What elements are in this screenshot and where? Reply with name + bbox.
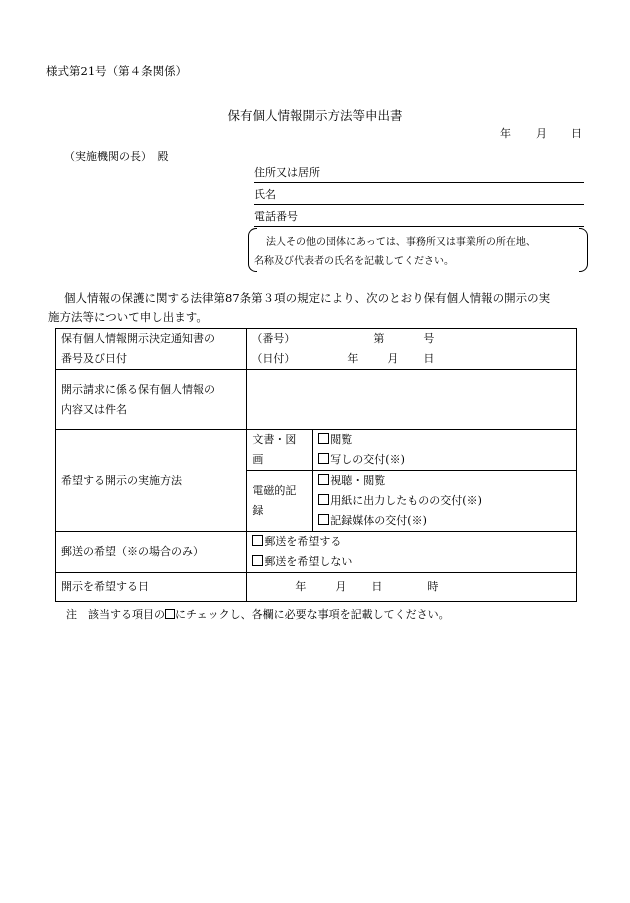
method-documents-row xyxy=(56,430,577,471)
documents-label: 文書・図画 xyxy=(247,430,313,471)
number-dai: 第 xyxy=(373,332,385,345)
note-line-2: 名称及び代表者の氏名を記載してください。 xyxy=(254,256,454,267)
desired-month: 月 xyxy=(335,580,347,593)
desired-day: 日 xyxy=(371,580,383,593)
checkbox[interactable] xyxy=(318,433,329,444)
name-field[interactable] xyxy=(254,187,584,205)
mail-label: 郵送の希望（※の場合のみ） xyxy=(56,532,247,573)
address-label: 住所又は居所 xyxy=(254,166,320,179)
option-printout[interactable]: 用紙に出力したものの交付(※) xyxy=(318,491,571,511)
form-code: 様式第21号（第４条関係） xyxy=(46,64,188,78)
checkbox[interactable] xyxy=(318,514,329,525)
desired-date-input[interactable] xyxy=(247,573,577,602)
checkbox-symbol xyxy=(165,609,175,619)
number-go: 号 xyxy=(423,332,435,345)
intro-line-2: 施方法等について申し出ます。 xyxy=(48,310,208,324)
date-label: （日付） xyxy=(251,352,296,365)
name-label: 氏名 xyxy=(254,188,276,201)
desired-date-label: 開示を希望する日 xyxy=(56,573,247,602)
desired-year: 年 xyxy=(295,580,307,593)
decision-notice-input[interactable] xyxy=(247,329,577,370)
checkbox[interactable] xyxy=(252,535,263,546)
desired-date-row xyxy=(56,573,577,602)
right-bracket xyxy=(579,228,588,272)
note-line-1: 法人その他の団体にあっては、事務所又は事業所の所在地、 xyxy=(266,237,536,248)
mail-row xyxy=(56,532,577,573)
date-year: 年 xyxy=(500,127,511,140)
documents-options xyxy=(313,430,577,471)
checkbox[interactable] xyxy=(318,453,329,464)
electromagnetic-options xyxy=(313,471,577,532)
date-month: 月 xyxy=(536,127,547,140)
desired-hour: 時 xyxy=(427,580,439,593)
option-mail-yes[interactable]: 郵送を希望する xyxy=(252,532,571,552)
checkbox[interactable] xyxy=(318,474,329,485)
option-copy[interactable]: 写しの交付(※) xyxy=(318,450,571,470)
phone-field[interactable] xyxy=(254,209,584,227)
option-view-audio[interactable]: 視聴・閲覧 xyxy=(318,471,571,491)
footnote: 注 該当する項目の にチェックし、各欄に必要な事項を記載してください。 xyxy=(66,608,450,621)
phone-label: 電話番号 xyxy=(254,210,298,223)
content-input[interactable] xyxy=(247,370,577,430)
option-view[interactable]: 閲覧 xyxy=(318,430,571,450)
request-table xyxy=(55,328,577,602)
checkbox[interactable] xyxy=(318,494,329,505)
decision-notice-label: 保有個人情報開示決定通知書の 番号及び日付 xyxy=(56,329,247,370)
content-label: 開示請求に係る保有個人情報の 内容又は件名 xyxy=(56,370,247,430)
page-title: 保有個人情報開示方法等申出書 xyxy=(227,108,403,123)
corporate-note xyxy=(248,228,588,270)
mail-options xyxy=(247,532,577,573)
addressee: （実施機関の長） 殿 xyxy=(64,150,169,163)
option-media[interactable]: 記録媒体の交付(※) xyxy=(318,511,571,531)
number-label: （番号） xyxy=(251,332,296,345)
notice-day: 日 xyxy=(423,352,435,365)
intro-line-1: 個人情報の保護に関する法律第87条第３項の規定により、次のとおり保有個人情報の開示の実 xyxy=(64,291,551,305)
option-mail-no[interactable]: 郵送を希望しない xyxy=(252,552,571,572)
decision-notice-row xyxy=(56,329,577,370)
date-day: 日 xyxy=(571,127,582,140)
content-row xyxy=(56,370,577,430)
notice-month: 月 xyxy=(387,352,399,365)
notice-year: 年 xyxy=(347,352,359,365)
checkbox[interactable] xyxy=(252,555,263,566)
method-label: 希望する開示の実施方法 xyxy=(56,430,247,532)
address-field[interactable] xyxy=(254,165,584,183)
electromagnetic-label: 電磁的記録 xyxy=(247,471,313,532)
